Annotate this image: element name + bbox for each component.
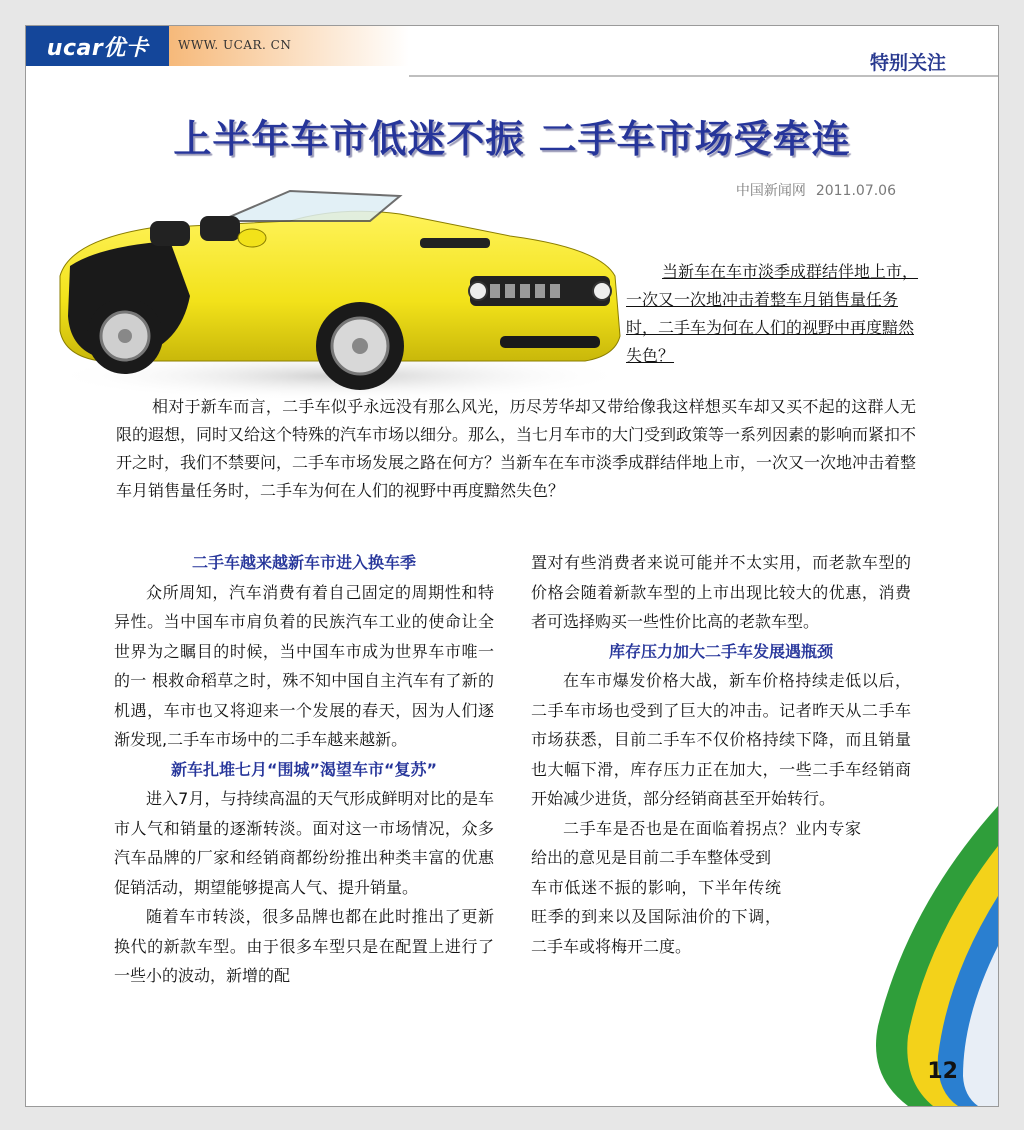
logo-text: ucar优卡 — [46, 35, 149, 61]
yellow-convertible-car-image — [40, 166, 630, 401]
page-number: 12 — [927, 1059, 958, 1084]
section-label: 特别关注 — [869, 52, 946, 74]
left-column — [114, 548, 494, 991]
left-paragraph-2: 进入7月，与持续高温的天气形成鲜明对比的是车市人气和销量的逐渐转淡。面对这一市场情况，众多汽车品牌的厂家和经销商都纷纷推出种类丰富的优惠促销活动，期望能够提高人气、提升销量。 — [114, 789, 494, 897]
right-paragraph-3a: 二手车是否也是在面临着拐点？业内专家给出的意见是目前二手车整体受到 — [531, 818, 861, 867]
magazine-page — [25, 25, 999, 1107]
right-paragraph-1: 置对有些消费者来说可能并不太实用，而老款车型的价格会随着新款车型的上市出现比较大的优惠，消费者可选择购买一些性价比高的老款车型。 — [531, 553, 911, 631]
article-source — [736, 180, 896, 200]
left-heading-1: 二手车越来越新车市进入换车季 — [191, 553, 416, 572]
article-title: 上半年车市低迷不振 二手车市场受牵连 — [173, 117, 851, 161]
site-url: WWW. UCAR. CN — [178, 38, 292, 52]
right-paragraph-3b: 车市低迷不振的影响，下半年传统旺季的到来以及国际油价的下调，二手车或将梅开二度。 — [531, 877, 781, 956]
lead-paragraph: 当新车在车市淡季成群结伴地上市，一次又一次地冲击着整车月销售量任务时，二手车为何在人们的视野中再度黯然失色？ — [626, 262, 919, 365]
left-paragraph-3: 随着车市转淡，很多品牌也都在此时推出了更新换代的新款车型。由于很多车型只是在配置上进行了一些小的波动，新增的配 — [114, 907, 494, 985]
right-heading: 库存压力加大二手车发展遇瓶颈 — [608, 641, 833, 661]
decorative-swoosh-graphic — [758, 786, 998, 1106]
ucar-logo — [26, 26, 169, 66]
left-heading-2: 新车扎堆七月“围城”渴望车市“复苏” — [170, 759, 438, 779]
article-date: 2011.07.06 — [815, 183, 896, 199]
right-paragraph-2: 在车市爆发价格大战，新车价格持续走低以后，二手车市场也受到了巨大的冲击。记者昨天从二手车市场获悉，目前二手车不仅价格持续下降，而且销量也大幅下滑，库存压力正在加大，一些二手车经销商开始减少进货，部分经销商甚至开始转行。 — [531, 671, 911, 808]
intro-paragraph: 相对于新车而言，二手车似乎永远没有那么风光，历尽芳华却又带给像我这样想买车却又买不起的这群人无限的遐想，同时又给这个特殊的汽车市场以细分。那么，当七月车市的大门受到政策等一系列因素的影响而紧扣不开之时，我们不禁要问，二手车市场发展之路在何方？当新车在车市淡季成群结伴地上市，一次又一次地冲击着整车月销售量任务时，二手车为何在人们的视野中再度黯然失色？ — [116, 397, 917, 500]
header-divider — [409, 75, 998, 77]
left-paragraph-1: 众所周知，汽车消费有着自己固定的周期性和特异性。当中国车市肩负着的民族汽车工业的使命让全世界为之瞩目的时候，当中国车市成为世界车市唯一的一 根救命稻草之时，殊不知中国自主汽车有了新的机遇，车市也又将迎来一个发展的春天，因为人们逐渐发现,二手车市场中的二手车越来越新。 — [114, 582, 494, 749]
source-name: 中国新闻网 — [735, 183, 806, 199]
